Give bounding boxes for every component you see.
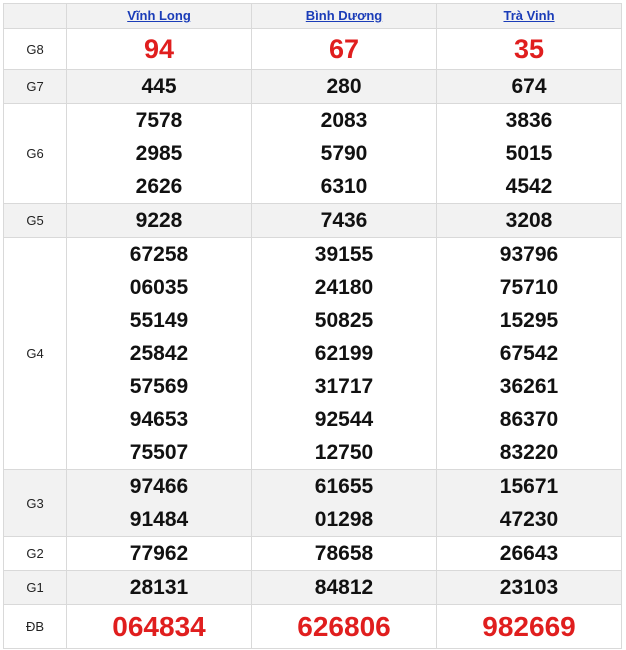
lottery-results-table [3, 3, 622, 649]
prize-number: 9228 [135, 209, 183, 232]
prize-cell [252, 571, 437, 605]
prize-number: 4542 [505, 175, 553, 198]
prize-number: 86370 [499, 408, 559, 431]
prize-number: 47230 [499, 508, 559, 531]
prize-number: 31717 [314, 375, 374, 398]
prize-label: G7 [4, 70, 67, 104]
prize-cell [67, 238, 252, 470]
prize-number: 15295 [499, 309, 559, 332]
prize-number: 2985 [135, 142, 183, 165]
special-prize-number: 626806 [297, 611, 391, 642]
prize-number: 61655 [314, 475, 374, 498]
prize-cell [437, 238, 622, 470]
prize-cell [252, 204, 437, 238]
prize-cell [67, 204, 252, 238]
province-link-binh-duong[interactable]: Bình Dương [305, 8, 383, 23]
prize-row-special [4, 605, 622, 649]
prize-cell [67, 571, 252, 605]
prize-number: 35 [513, 34, 545, 64]
prize-cell [252, 537, 437, 571]
prize-cell [67, 70, 252, 104]
prize-cell [437, 104, 622, 204]
prize-number: 55149 [129, 309, 189, 332]
prize-cell [252, 238, 437, 470]
prize-number: 7578 [135, 109, 183, 132]
prize-row-g5 [4, 204, 622, 238]
prize-row-g7 [4, 70, 622, 104]
prize-row-g6 [4, 104, 622, 204]
prize-number: 78658 [314, 542, 374, 565]
prize-label: G6 [4, 104, 67, 204]
prize-number: 67542 [499, 342, 559, 365]
prize-number: 7436 [320, 209, 368, 232]
prize-cell [437, 537, 622, 571]
prize-cell [252, 70, 437, 104]
prize-cell [67, 470, 252, 537]
prize-number: 5015 [505, 142, 553, 165]
prize-cell [67, 605, 252, 649]
prize-number: 67258 [129, 243, 189, 266]
prize-number: 674 [511, 75, 547, 98]
prize-cell [252, 29, 437, 70]
prize-number: 15671 [499, 475, 559, 498]
prize-row-g4 [4, 238, 622, 470]
prize-number: 06035 [129, 276, 189, 299]
prize-number: 91484 [129, 508, 189, 531]
prize-number: 2626 [135, 175, 183, 198]
prize-number: 93796 [499, 243, 559, 266]
prize-number: 75507 [129, 441, 189, 464]
prize-cell [437, 605, 622, 649]
prize-row-g8 [4, 29, 622, 70]
prize-number: 24180 [314, 276, 374, 299]
prize-number: 3836 [505, 109, 553, 132]
prize-number: 280 [326, 75, 362, 98]
prize-cell [67, 537, 252, 571]
prize-cell [252, 470, 437, 537]
prize-row-g3 [4, 470, 622, 537]
prize-number: 75710 [499, 276, 559, 299]
prize-number: 3208 [505, 209, 553, 232]
prize-number: 445 [141, 75, 177, 98]
prize-number: 23103 [499, 576, 559, 599]
special-prize-number: 064834 [112, 611, 206, 642]
prize-cell [252, 605, 437, 649]
prize-number: 57569 [129, 375, 189, 398]
prize-row-g2 [4, 537, 622, 571]
prize-row-g1 [4, 571, 622, 605]
prize-number: 2083 [320, 109, 368, 132]
prize-number: 28131 [129, 576, 189, 599]
prize-cell [437, 470, 622, 537]
prize-cell [67, 29, 252, 70]
prize-number: 26643 [499, 542, 559, 565]
header-row [4, 4, 622, 29]
prize-number: 39155 [314, 243, 374, 266]
province-link-tra-vinh[interactable]: Trà Vinh [503, 8, 555, 23]
prize-number: 77962 [129, 542, 189, 565]
prize-number: 92544 [314, 408, 374, 431]
prize-number: 62199 [314, 342, 374, 365]
prize-label: G3 [4, 470, 67, 537]
prize-number: 6310 [320, 175, 368, 198]
prize-number: 67 [328, 34, 360, 64]
prize-number: 97466 [129, 475, 189, 498]
prize-number: 12750 [314, 441, 374, 464]
prize-cell [437, 29, 622, 70]
prize-number: 5790 [320, 142, 368, 165]
prize-label: G2 [4, 537, 67, 571]
prize-number: 36261 [499, 375, 559, 398]
prize-number: 01298 [314, 508, 374, 531]
prize-number: 25842 [129, 342, 189, 365]
province-header [437, 4, 622, 29]
province-header [67, 4, 252, 29]
province-header [252, 4, 437, 29]
prize-number: 83220 [499, 441, 559, 464]
prize-label: G5 [4, 204, 67, 238]
prize-label: G8 [4, 29, 67, 70]
prize-label: G1 [4, 571, 67, 605]
prize-cell [437, 571, 622, 605]
prize-number: 84812 [314, 576, 374, 599]
header-corner [4, 4, 67, 29]
prize-number: 94 [143, 34, 175, 64]
prize-cell [437, 70, 622, 104]
prize-label: G4 [4, 238, 67, 470]
prize-number: 94653 [129, 408, 189, 431]
prize-label: ĐB [4, 605, 67, 649]
prize-cell [252, 104, 437, 204]
prize-cell [437, 204, 622, 238]
prize-cell [67, 104, 252, 204]
special-prize-number: 982669 [482, 611, 576, 642]
province-link-vinh-long[interactable]: Vĩnh Long [127, 8, 191, 23]
prize-number: 50825 [314, 309, 374, 332]
